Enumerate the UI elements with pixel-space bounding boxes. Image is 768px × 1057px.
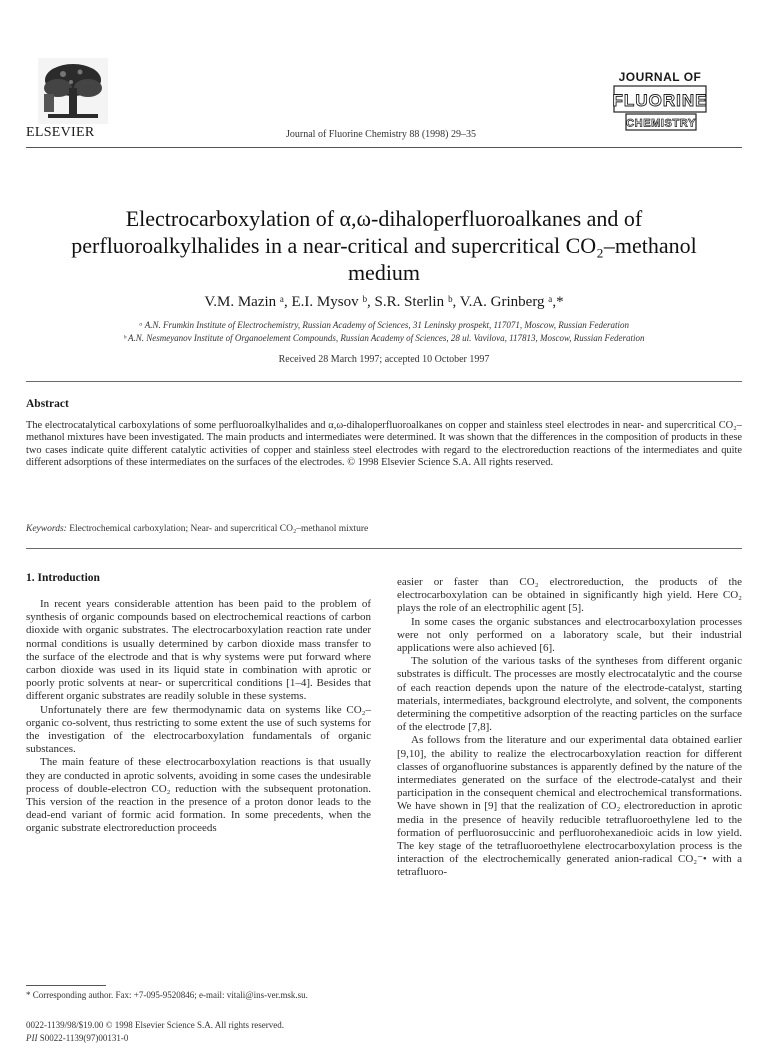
paragraph: In recent years considerable attention has been paid to the problem of synthesis of organic compounds based on electrochemical reactions of carbon dioxide with organic substrates. The electrocarboxylation reaction rate under normal conditions is usually determined by carbon dioxide mass transfer to the surface of the electrode and that is why systems were put forward where carbon dioxide was used in its liquid state in combination with aprotic or poorly protic solvents at near- or supercritical conditions [1–4]. Besides that different organic substrates are readily soluble in these systems. [26, 598, 371, 703]
paragraph: As follows from the literature and our experimental data obtained earlier [9,10], the ability to realize the electrocarboxylation reaction for different classes of organofluorine substances is apparently defined by the nature of the intermediates generated on the surface of the electrode-catalyst and their participation in the consequent chemical and electrochemical transformations. We have shown in [9] that the realization of CO₂ electroreduction in aprotic media in the presence of heavily reducible tetrafluoroethylene led to the formation of perfluorosuccinic and perfluorohexanedioic acids in low yield. The key stage of the tetrafluoroethylene electrocarboxylation process is the interaction of the electrochemically generated anion-radical CO₂⁻• with a tetrafluoro- [397, 734, 742, 879]
keywords [26, 524, 742, 534]
affiliation-a: ᵃ A.N. Frumkin Institute of Electrochemistry, Russian Academy of Sciences, 31 Leninsky prospekt, 117071, Moscow, Russian Federation [139, 320, 629, 330]
publisher-name: ELSEVIER [26, 125, 95, 140]
affiliation-b: ᵇ A.N. Nesmeyanov Institute of Organoelement Compounds, Russian Academy of Sciences, 28 ul. Vavilova, 117813, Moscow, Russian Federation [123, 333, 645, 343]
paragraph: easier or faster than CO₂ electroreduction, the products of the electrocarboxylation can be obtained in significantly high yield. Here CO₂ plays the role of an electrophilic agent [5]. [397, 576, 742, 615]
header-divider [26, 147, 742, 148]
abstract-heading: Abstract [26, 398, 69, 410]
author-list: V.M. Mazin ᵃ, E.I. Mysov ᵇ, S.R. Sterlin ᵇ, V.A. Grinberg ᵃ,* [204, 294, 564, 310]
paragraph: The solution of the various tasks of the syntheses from different organic substrates is difficult. The processes are mostly electrocatalytic and the course of each reaction depends upon the nature of the electrode-catalyst, starting materials, intermediates, background electrolyte, and solvent, the components determining the competitive adsorption of the reacting particles on the surface of the electrode [7,8]. [397, 655, 742, 734]
keywords-list: Electrochemical carboxylation; Near- and supercritical CO₂–methanol mixture [69, 524, 369, 534]
pii-label: PII [26, 1033, 38, 1043]
article-title [60, 205, 708, 286]
right-column [397, 576, 742, 880]
received-dates: Received 28 March 1997; accepted 10 October 1997 [278, 354, 490, 365]
journal-logo-word2: CHEMISTRY [626, 117, 696, 130]
copyright-line: 0022-1139/98/$19.00 © 1998 Elsevier Science S.A. All rights reserved. [26, 1020, 284, 1030]
journal-logo [604, 70, 712, 134]
elsevier-tree-logo [38, 58, 108, 124]
abstract-text: The electrocatalytical carboxylations of some perfluoroalkylhalides and α,ω-dihaloperfluoroalkanes on copper and stainless steel electrodes in near- and supercritical CO₂–methanol mixtures have been investigated. The main products and intermediates were determined. It was shown that the differences in the composition of products in these two cases indicate quite different catalytic activities of copper and stainless steel electrodes with regard to the electroreduction reactions of the intermediates and quite different adsorptions of these intermediates on the surfaces of the electrodes. © 1998 Elsevier Science S.A. All rights reserved. [26, 420, 742, 468]
paragraph: The main feature of these electrocarboxylation reactions is that usually they are conducted in aprotic solvents, avoiding in some cases the undesirable process of double-electron CO₂ reduction with the subsequent protonation. This version of the reaction in the presence of a proton donor leads to the dead-end variant of formic acid formation. In some precedents, when the organic substrate electroreduction proceeds [26, 756, 371, 835]
left-column [26, 598, 371, 836]
journal-citation: Journal of Fluorine Chemistry 88 (1998) 29–35 [286, 129, 476, 140]
keywords-label: Keywords: [26, 524, 67, 534]
corresponding-author-footnote: * Corresponding author. Fax: +7-095-9520846; e-mail: vitali@ins-ver.msk.su. [26, 990, 308, 1000]
title-line-3: medium [347, 260, 421, 285]
journal-logo-title: JOURNAL OF [618, 70, 702, 84]
pii-value: S0022-1139(97)00131-0 [37, 1033, 129, 1043]
paragraph: Unfortunately there are few thermodynamic data on systems like CO₂–organic co-solvent, thus restricting to some extent the use of such systems for the investigation of the electrocarboxylation fundamentals of organic substances. [26, 703, 371, 756]
journal-logo-word1: FLUORINE [612, 91, 708, 110]
title-line-1: Electrocarboxylation of α,ω-dihaloperfluoroalkanes and of [125, 206, 643, 231]
pii-line [26, 1033, 371, 1043]
paragraph: In some cases the organic substances and electrocarboxylation processes were not only performed on a laboratory scale, but their industrial applications were also achieved [6]. [397, 615, 742, 655]
footnote-divider [26, 985, 106, 986]
section-heading: 1. Introduction [26, 572, 100, 584]
abstract-top-divider [26, 381, 742, 382]
title-line-2: perfluoroalkylhalides in a near-critical and supercritical CO₂–methanol [71, 233, 697, 258]
abstract-bottom-divider [26, 548, 742, 549]
